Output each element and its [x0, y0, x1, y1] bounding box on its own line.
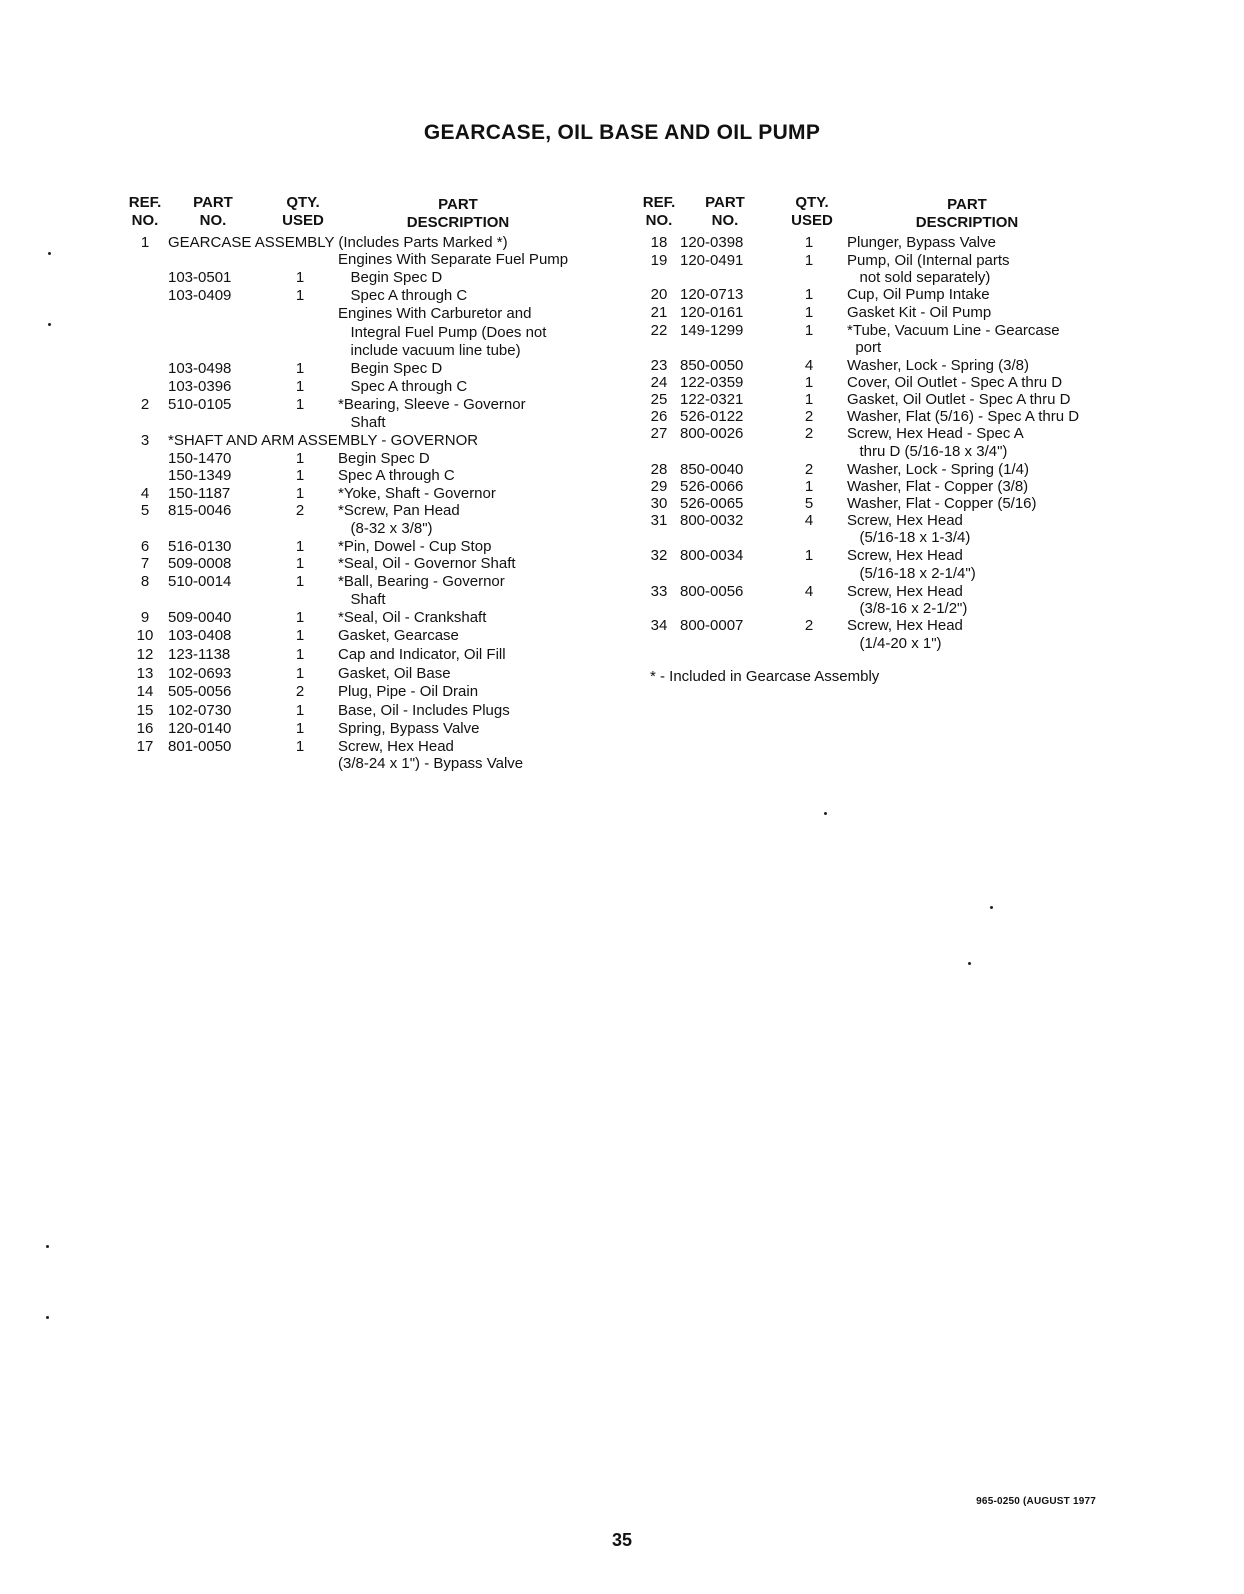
- quantity-cell: 4: [804, 512, 814, 529]
- quantity-cell: 1: [295, 287, 305, 304]
- table-row: [642, 374, 1112, 391]
- part-number-cell: 516-0130: [168, 538, 232, 555]
- scan-speck: [46, 1245, 49, 1248]
- quantity-cell: 1: [295, 646, 305, 663]
- part-number-cell: 801-0050: [168, 738, 232, 755]
- quantity-cell: 1: [295, 467, 305, 484]
- quantity-cell: 1: [295, 609, 305, 626]
- description-cell: Engines With Separate Fuel Pump: [338, 251, 569, 268]
- part-number-cell: 120-0161: [680, 304, 744, 321]
- scan-speck: [968, 962, 971, 965]
- part-number-cell: 103-0408: [168, 627, 232, 644]
- part-number-cell: 800-0007: [680, 617, 744, 634]
- part-number-cell: 815-0046: [168, 502, 232, 519]
- ref-cell: 4: [140, 485, 150, 502]
- parts-table-right: [642, 196, 1112, 653]
- table-row: [128, 502, 598, 520]
- ref-cell: 27: [650, 425, 668, 442]
- ref-cell: 2: [140, 396, 150, 413]
- part-number-cell: 850-0040: [680, 461, 744, 478]
- description-cell: *Bearing, Sleeve - Governor: [338, 396, 526, 413]
- part-number-cell: 103-0396: [168, 378, 232, 395]
- quantity-cell: 1: [804, 478, 814, 495]
- table-row: [128, 467, 598, 485]
- description-cell: Cup, Oil Pump Intake: [847, 286, 990, 303]
- description-cell: (3/8-16 x 2-1/2"): [847, 600, 968, 617]
- ref-cell: 23: [650, 357, 668, 374]
- description-cell: Gasket Kit - Oil Pump: [847, 304, 992, 321]
- description-cell: *Screw, Pan Head: [338, 502, 460, 519]
- description-cell: (5/16-18 x 2-1/4"): [847, 565, 976, 582]
- part-number-cell: 122-0321: [680, 391, 744, 408]
- table-header: [128, 196, 598, 234]
- header-part: PART NO.: [705, 194, 745, 229]
- part-number-cell: 120-0140: [168, 720, 232, 737]
- part-number-cell: 510-0014: [168, 573, 232, 590]
- ref-cell: 6: [140, 538, 150, 555]
- ref-cell: 17: [136, 738, 154, 755]
- description-cell: Washer, Lock - Spring (3/8): [847, 357, 1030, 374]
- table-row: [642, 339, 1112, 357]
- table-row: [128, 738, 598, 755]
- table-row: [642, 461, 1112, 478]
- part-number-cell: 850-0050: [680, 357, 744, 374]
- ref-cell: 32: [650, 547, 668, 564]
- table-row: [128, 755, 598, 773]
- description-cell: (5/16-18 x 1-3/4): [847, 529, 971, 546]
- table-row: [128, 305, 598, 324]
- ref-cell: 33: [650, 583, 668, 600]
- description-cell: (8-32 x 3/8"): [338, 520, 433, 537]
- description-cell: Washer, Flat - Copper (5/16): [847, 495, 1037, 512]
- scan-speck: [48, 252, 51, 255]
- table-body: [128, 234, 598, 773]
- description-cell: Spec A through C: [338, 378, 468, 395]
- ref-cell: 9: [140, 609, 150, 626]
- table-row: [128, 555, 598, 573]
- ref-cell: 12: [136, 646, 154, 663]
- part-number-cell: 103-0409: [168, 287, 232, 304]
- ref-cell: 30: [650, 495, 668, 512]
- part-number-cell: 122-0359: [680, 374, 744, 391]
- part-number-cell: 103-0501: [168, 269, 232, 286]
- ref-cell: 5: [140, 502, 150, 519]
- part-number-cell: 526-0065: [680, 495, 744, 512]
- part-number-cell: 526-0066: [680, 478, 744, 495]
- part-number-cell: 102-0730: [168, 702, 232, 719]
- table-row: [128, 450, 598, 467]
- table-row: [128, 432, 598, 450]
- assembly-heading-cell: GEARCASE ASSEMBLY (Includes Parts Marked *): [168, 234, 508, 251]
- description-cell: Screw, Hex Head: [847, 547, 963, 564]
- ref-cell: 22: [650, 322, 668, 339]
- description-cell: Washer, Lock - Spring (1/4): [847, 461, 1030, 478]
- quantity-cell: 1: [295, 396, 305, 413]
- table-row: [128, 702, 598, 720]
- description-cell: Begin Spec D: [338, 269, 443, 286]
- ref-cell: 16: [136, 720, 154, 737]
- table-row: [128, 269, 598, 287]
- description-cell: Spec A through C: [338, 467, 455, 484]
- description-cell: Washer, Flat (5/16) - Spec A thru D: [847, 408, 1080, 425]
- table-row: [128, 342, 598, 360]
- quantity-cell: 1: [295, 360, 305, 377]
- quantity-cell: 1: [295, 573, 305, 590]
- table-row: [128, 520, 598, 538]
- ref-cell: 25: [650, 391, 668, 408]
- scan-speck: [990, 906, 993, 909]
- table-row: [128, 396, 598, 414]
- description-cell: Cover, Oil Outlet - Spec A thru D: [847, 374, 1063, 391]
- description-cell: Cap and Indicator, Oil Fill: [338, 646, 506, 663]
- ref-cell: 26: [650, 408, 668, 425]
- description-cell: Begin Spec D: [338, 450, 430, 467]
- part-number-cell: 123-1138: [168, 646, 231, 663]
- ref-cell: 15: [136, 702, 154, 719]
- table-row: [642, 425, 1112, 443]
- description-cell: *Pin, Dowel - Cup Stop: [338, 538, 492, 555]
- quantity-cell: 5: [804, 495, 814, 512]
- table-row: [128, 378, 598, 396]
- description-cell: thru D (5/16-18 x 3/4"): [847, 443, 1008, 460]
- table-row: [642, 529, 1112, 547]
- header-ref: REF. NO.: [128, 194, 162, 229]
- ref-cell: 8: [140, 573, 150, 590]
- scan-speck: [48, 323, 51, 326]
- quantity-cell: 1: [804, 234, 814, 251]
- part-number-cell: 150-1470: [168, 450, 232, 467]
- table-row: [642, 600, 1112, 617]
- part-number-cell: 509-0008: [168, 555, 232, 572]
- table-row: [642, 269, 1112, 286]
- table-row: [642, 443, 1112, 461]
- ref-cell: 10: [136, 627, 154, 644]
- table-row: [642, 408, 1112, 425]
- header-qty: QTY. USED: [282, 194, 324, 229]
- ref-cell: 14: [136, 683, 154, 700]
- description-cell: Screw, Hex Head - Spec A: [847, 425, 1024, 442]
- table-row: [642, 391, 1112, 408]
- description-cell: Screw, Hex Head: [338, 738, 454, 755]
- ref-cell: 28: [650, 461, 668, 478]
- part-number-cell: 149-1299: [680, 322, 744, 339]
- description-cell: Engines With Carburetor and: [338, 305, 532, 322]
- description-cell: Shaft: [338, 414, 386, 431]
- description-cell: port: [847, 339, 882, 356]
- table-row: [642, 512, 1112, 529]
- table-row: [128, 646, 598, 665]
- part-number-cell: 510-0105: [168, 396, 232, 413]
- description-cell: Gasket, Oil Base: [338, 665, 451, 682]
- description-cell: Gasket, Oil Outlet - Spec A thru D: [847, 391, 1071, 408]
- description-cell: Integral Fuel Pump (Does not: [338, 324, 547, 341]
- ref-cell: 29: [650, 478, 668, 495]
- table-row: [128, 360, 598, 378]
- description-cell: (3/8-24 x 1") - Bypass Valve: [338, 755, 524, 772]
- part-number-cell: 800-0034: [680, 547, 744, 564]
- scan-speck: [46, 1316, 49, 1319]
- table-row: [642, 583, 1112, 600]
- part-number-cell: 509-0040: [168, 609, 232, 626]
- ref-cell: 7: [140, 555, 150, 572]
- table-row: [128, 485, 598, 502]
- quantity-cell: 2: [804, 461, 814, 478]
- ref-cell: 13: [136, 665, 154, 682]
- quantity-cell: 1: [295, 555, 305, 572]
- part-number-cell: 800-0032: [680, 512, 744, 529]
- quantity-cell: 1: [295, 738, 305, 755]
- ref-cell: 24: [650, 374, 668, 391]
- table-row: [128, 414, 598, 432]
- quantity-cell: 1: [295, 665, 305, 682]
- quantity-cell: 1: [804, 304, 814, 321]
- quantity-cell: 1: [295, 538, 305, 555]
- description-cell: Base, Oil - Includes Plugs: [338, 702, 510, 719]
- description-cell: Plug, Pipe - Oil Drain: [338, 683, 479, 700]
- quantity-cell: 1: [295, 485, 305, 502]
- part-number-cell: 150-1187: [168, 485, 231, 502]
- table-row: [642, 635, 1112, 653]
- part-number-cell: 800-0056: [680, 583, 744, 600]
- page-title: GEARCASE, OIL BASE AND OIL PUMP: [423, 121, 821, 144]
- description-cell: not sold separately): [847, 269, 991, 286]
- quantity-cell: 1: [295, 720, 305, 737]
- table-row: [642, 304, 1112, 322]
- part-number-cell: 120-0398: [680, 234, 744, 251]
- ref-cell: 18: [650, 234, 668, 251]
- quantity-cell: 1: [804, 547, 814, 564]
- description-cell: *Yoke, Shaft - Governor: [338, 485, 496, 502]
- part-number-cell: 102-0693: [168, 665, 232, 682]
- quantity-cell: 2: [804, 408, 814, 425]
- description-cell: Screw, Hex Head: [847, 512, 963, 529]
- header-ref: REF. NO.: [642, 194, 676, 229]
- table-row: [642, 495, 1112, 512]
- table-row: [128, 234, 598, 251]
- header-desc: PART DESCRIPTION: [406, 196, 510, 231]
- table-row: [128, 591, 598, 609]
- table-row: [642, 565, 1112, 583]
- quantity-cell: 1: [295, 627, 305, 644]
- part-number-cell: 526-0122: [680, 408, 744, 425]
- quantity-cell: 1: [804, 322, 814, 339]
- description-cell: Screw, Hex Head: [847, 583, 963, 600]
- ref-cell: 1: [140, 234, 150, 251]
- quantity-cell: 1: [804, 391, 814, 408]
- table-row: [128, 538, 598, 555]
- table-row: [128, 609, 598, 627]
- header-part: PART NO.: [193, 194, 233, 229]
- table-row: [642, 547, 1112, 565]
- part-number-cell: 120-0491: [680, 252, 744, 269]
- description-cell: *Seal, Oil - Crankshaft: [338, 609, 487, 626]
- table-row: [642, 286, 1112, 304]
- description-cell: (1/4-20 x 1"): [847, 635, 942, 652]
- quantity-cell: 1: [295, 702, 305, 719]
- page-number: 35: [611, 1530, 633, 1550]
- table-row: [642, 252, 1112, 269]
- description-cell: Washer, Flat - Copper (3/8): [847, 478, 1029, 495]
- table-row: [128, 627, 598, 646]
- quantity-cell: 2: [295, 502, 305, 519]
- table-row: [128, 324, 598, 342]
- table-body: [642, 234, 1112, 653]
- document-id: 965-0250 (AUGUST 1977: [976, 1496, 1096, 1507]
- ref-cell: 34: [650, 617, 668, 634]
- table-row: [128, 573, 598, 591]
- scan-speck: [824, 812, 827, 815]
- parts-table-left: [128, 196, 598, 773]
- ref-cell: 19: [650, 252, 668, 269]
- description-cell: Screw, Hex Head: [847, 617, 963, 634]
- assembly-heading-cell: *SHAFT AND ARM ASSEMBLY - GOVERNOR: [168, 432, 479, 449]
- description-cell: Spec A through C: [338, 287, 468, 304]
- description-cell: *Ball, Bearing - Governor: [338, 573, 505, 590]
- table-row: [128, 720, 598, 738]
- part-number-cell: 103-0498: [168, 360, 232, 377]
- table-row: [642, 322, 1112, 339]
- description-cell: include vacuum line tube): [338, 342, 521, 359]
- part-number-cell: 150-1349: [168, 467, 232, 484]
- quantity-cell: 1: [804, 252, 814, 269]
- part-number-cell: 505-0056: [168, 683, 232, 700]
- quantity-cell: 1: [804, 286, 814, 303]
- table-row: [128, 251, 598, 269]
- quantity-cell: 1: [804, 374, 814, 391]
- quantity-cell: 2: [804, 425, 814, 442]
- table-row: [642, 234, 1112, 252]
- description-cell: *Seal, Oil - Governor Shaft: [338, 555, 516, 572]
- header-desc: PART DESCRIPTION: [915, 196, 1019, 231]
- table-row: [642, 357, 1112, 374]
- quantity-cell: 4: [804, 357, 814, 374]
- table-row: [128, 683, 598, 702]
- quantity-cell: 4: [804, 583, 814, 600]
- quantity-cell: 2: [804, 617, 814, 634]
- ref-cell: 3: [140, 432, 150, 449]
- description-cell: Begin Spec D: [338, 360, 443, 377]
- table-row: [642, 478, 1112, 495]
- description-cell: Spring, Bypass Valve: [338, 720, 480, 737]
- part-number-cell: 800-0026: [680, 425, 744, 442]
- table-row: [642, 617, 1112, 635]
- description-cell: *Tube, Vacuum Line - Gearcase: [847, 322, 1060, 339]
- table-header: [642, 196, 1112, 234]
- quantity-cell: 2: [295, 683, 305, 700]
- table-row: [128, 665, 598, 683]
- table-row: [128, 287, 598, 305]
- description-cell: Pump, Oil (Internal parts: [847, 252, 1010, 269]
- footnote: * - Included in Gearcase Assembly: [650, 668, 880, 685]
- quantity-cell: 1: [295, 450, 305, 467]
- quantity-cell: 1: [295, 378, 305, 395]
- quantity-cell: 1: [295, 269, 305, 286]
- description-cell: Shaft: [338, 591, 386, 608]
- description-cell: Plunger, Bypass Valve: [847, 234, 996, 251]
- part-number-cell: 120-0713: [680, 286, 744, 303]
- ref-cell: 21: [650, 304, 668, 321]
- description-cell: Gasket, Gearcase: [338, 627, 459, 644]
- ref-cell: 31: [650, 512, 668, 529]
- header-qty: QTY. USED: [791, 194, 833, 229]
- ref-cell: 20: [650, 286, 668, 303]
